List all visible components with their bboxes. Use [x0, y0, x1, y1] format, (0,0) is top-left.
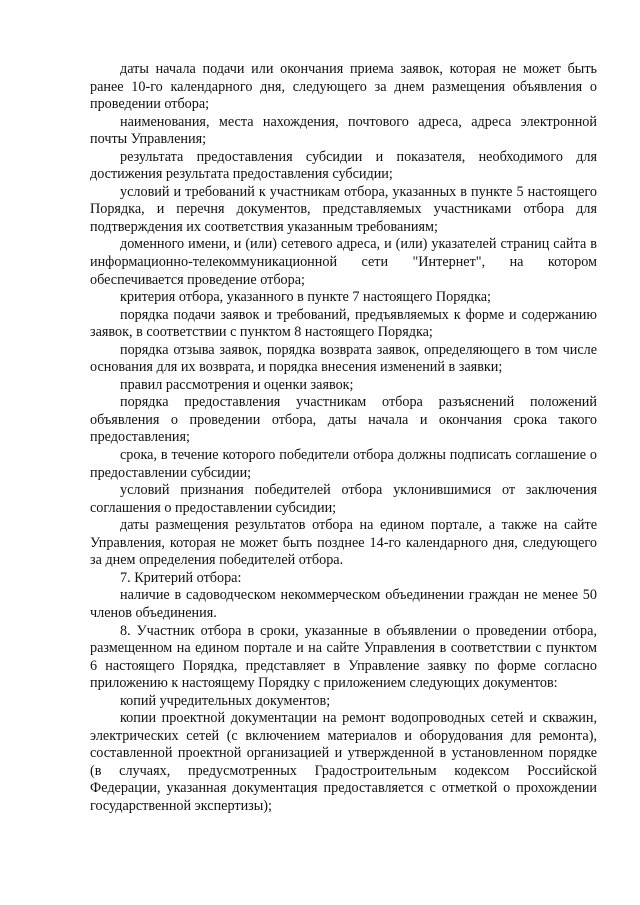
paragraph: правил рассмотрения и оценки заявок; [120, 376, 354, 393]
paragraph: критерия отбора, указанного в пункте 7 настоящего Порядка; [120, 289, 491, 306]
paragraph: 8. Участник отбора в сроки, указанные в объявлении о проведении отбора, размещенном на едином портале и на сайте Управления в соответствии с пунктом 6 настоящего Порядка, представляет в Управление заявку по форме согласно приложению к настоящему Порядку с приложением следующих документов: [90, 622, 597, 692]
paragraph: условий и требований к участникам отбора, указанных в пункте 5 настоящего Порядка, и перечня документов, представляемых участниками отбора для подтверждения их соответствия указанным требованиям; [90, 183, 597, 235]
paragraph: условий признания победителей отбора уклонившимися от заключения соглашения о предоставлении субсидии; [90, 482, 597, 516]
paragraph: даты размещения результатов отбора на едином портале, а также на сайте Управления, которая не может быть позднее 14-го календарного дня, следующего за днем определения победителей отбора. [90, 517, 597, 569]
paragraph: порядка отзыва заявок, порядка возврата заявок, определяющего в том числе основания для их возврата, и порядка внесения изменений в заявки; [90, 341, 597, 376]
paragraph: срока, в течение которого победители отбора должны подписать соглашение о предоставлении субсидии; [90, 447, 597, 481]
paragraph: доменного имени, и (или) сетевого адреса, и (или) указателей страниц сайта в информационно-телекоммуникационной сети "Интернет", на котором обеспечивается проведение отбора; [90, 236, 597, 288]
paragraph: наличие в садоводческом некоммерческом объединении граждан не менее 50 членов объединения. [90, 587, 597, 621]
paragraph: копии проектной документации на ремонт водопроводных сетей и скважин, электрических сетей (с включением материалов и оборудования для ремонта), составленной проектной организацией и утвержденной в установленном порядке (в случаях, предусмотренных Градостроительным кодексом Российской Федерации, указанная документация предоставляется с отметкой о прохождении государственной экспертизы); [90, 710, 597, 814]
paragraph: копий учредительных документов; [120, 692, 331, 709]
paragraph: порядка предоставления участникам отбора разъяснений положений объявления о проведении отбора, даты начала и окончания срока такого предоставления; [90, 394, 597, 446]
section-heading: 7. Критерий отбора: [120, 569, 242, 586]
paragraph: даты начала подачи или окончания приема заявок, которая не может быть ранее 10-го календарного дня, следующего за днем размещения объявления о проведении отбора; [90, 61, 597, 113]
paragraph: порядка подачи заявок и требований, предъявляемых к форме и содержанию заявок, в соответствии с пунктом 8 настоящего Порядка; [90, 306, 597, 341]
paragraph: результата предоставления субсидии и показателя, необходимого для достижения результата предоставления субсидии; [90, 148, 597, 183]
paragraph: наименования, места нахождения, почтового адреса, адреса электронной почты Управления; [90, 113, 597, 148]
